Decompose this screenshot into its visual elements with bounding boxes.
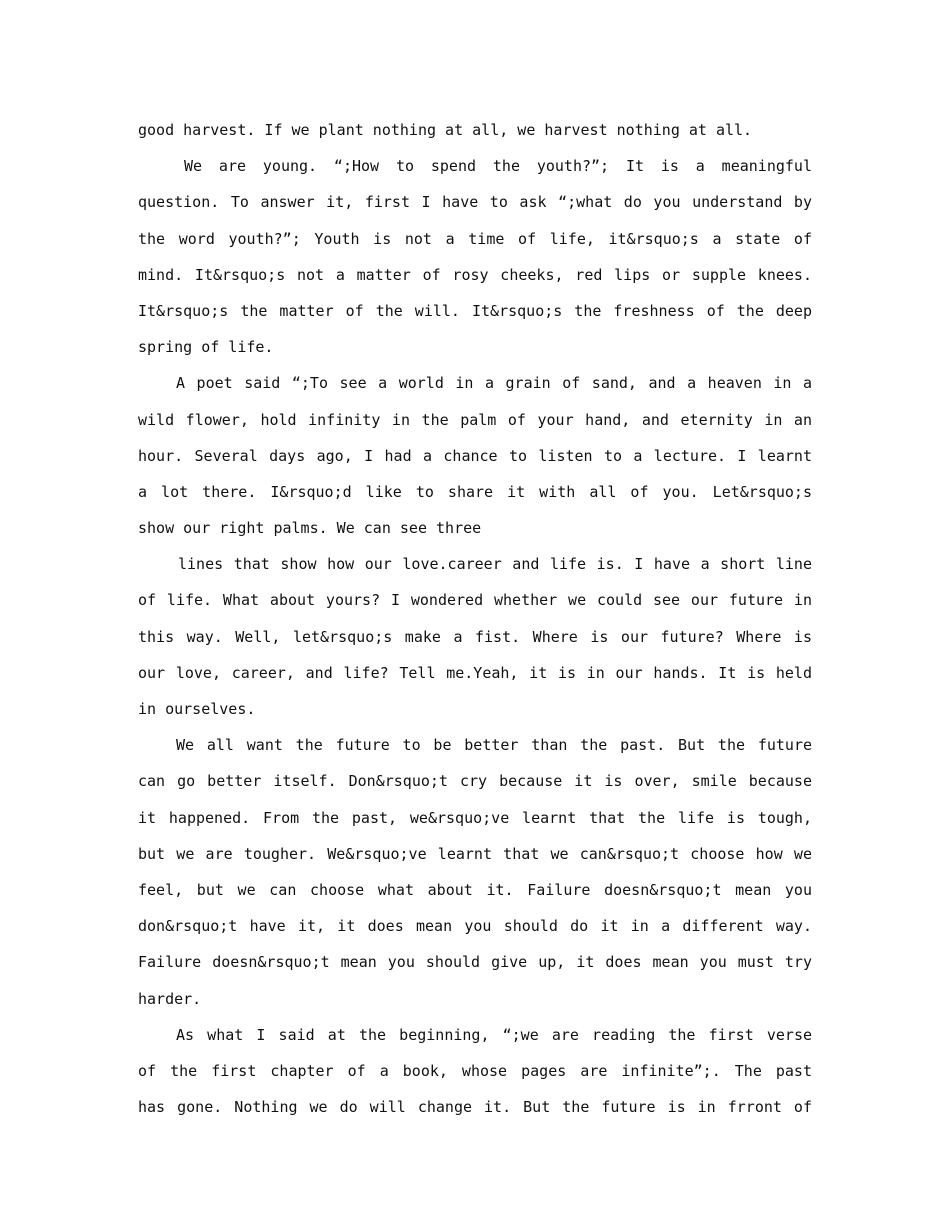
text-line: We all want the future to be better than the past. But the future: [176, 736, 812, 755]
text-line: spring of life.: [138, 338, 274, 357]
text-line: this way. Well, let&rsquo;s make a fist. Where is our future? Where is: [138, 627, 812, 646]
text-line: lines that show how our love.career and life is. I have a short line: [178, 555, 812, 574]
text-line: hour. Several days ago, I had a chance to listen to a lecture. I learnt: [138, 446, 812, 465]
paragraph-5: [138, 727, 812, 1017]
text-line: A poet said “;To see a world in a grain of sand, and a heaven in a: [176, 374, 812, 393]
text-line: the word youth?”; Youth is not a time of life, it&rsquo;s a state of: [138, 229, 812, 248]
text-line: it happened. From the past, we&rsquo;ve learnt that the life is tough,: [138, 808, 812, 827]
text-line: in ourselves.: [138, 700, 256, 718]
text-line: don&rsquo;t have it, it does mean you should do it in a different way.: [138, 917, 812, 936]
text-line: question. To answer it, first I have to ask “;what do you understand by: [138, 193, 812, 212]
text-line: harder.: [138, 989, 202, 1008]
text-line: good harvest. If we plant nothing at all, we harvest nothing at all.: [138, 121, 753, 139]
text-line: As what I said at the beginning, “;we are reading the first verse: [176, 1025, 812, 1044]
text-line: mind. It&rsquo;s not a matter of rosy cheeks, red lips or supple knees.: [138, 265, 812, 284]
text-line: We are young. “;How to spend the youth?”; It is a meaningful: [184, 157, 812, 176]
text-line: It&rsquo;s the matter of the will. It&rsquo;s the freshness of the deep: [138, 301, 812, 320]
text-line: our love, career, and life? Tell me.Yeah, it is in our hands. It is held: [138, 663, 812, 682]
paragraph-1: [138, 112, 812, 148]
text-line: but we are tougher. We&rsquo;ve learnt that we can&rsquo;t choose how we: [138, 844, 812, 863]
text-line: Failure doesn&rsquo;t mean you should give up, it does mean you must try: [138, 953, 812, 972]
paragraph-3: [138, 365, 812, 546]
text-line: show our right palms. We can see three: [138, 519, 482, 538]
document-page: [138, 112, 812, 1125]
text-line: has gone. Nothing we do will change it. But the future is in frront of: [138, 1098, 812, 1117]
text-line: feel, but we can choose what about it. Failure doesn&rsquo;t mean you: [138, 880, 812, 899]
paragraph-2: [138, 148, 812, 365]
paragraph-6: [138, 1017, 812, 1126]
text-line: of life. What about yours? I wondered whether we could see our future in: [138, 591, 812, 610]
text-line: a lot there. I&rsquo;d like to share it with all of you. Let&rsquo;s: [138, 482, 812, 501]
text-line: of the first chapter of a book, whose pages are infinite”;. The past: [138, 1061, 812, 1080]
text-line: wild flower, hold infinity in the palm of your hand, and eternity in an: [138, 410, 812, 429]
text-line: can go better itself. Don&rsquo;t cry because it is over, smile because: [138, 772, 812, 791]
paragraph-4: [138, 546, 812, 727]
